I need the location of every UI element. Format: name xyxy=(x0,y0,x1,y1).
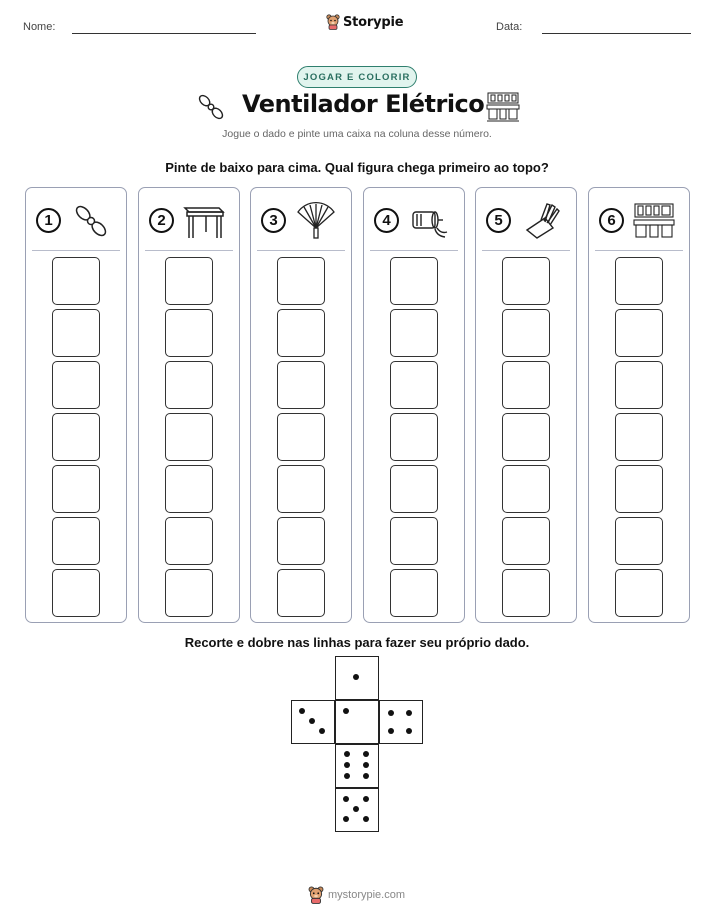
dice-pip xyxy=(343,796,349,802)
color-box[interactable] xyxy=(52,517,100,565)
dice-pip xyxy=(363,751,369,757)
workshop-icon xyxy=(632,202,676,240)
column-6 xyxy=(588,187,690,623)
color-box[interactable] xyxy=(615,517,663,565)
dice-pip xyxy=(344,762,350,768)
dice-pip xyxy=(309,718,315,724)
color-box[interactable] xyxy=(390,257,438,305)
bear-mascot-icon xyxy=(326,14,340,30)
color-box[interactable] xyxy=(165,413,213,461)
dice-pip xyxy=(353,674,359,680)
electric-motor-icon xyxy=(407,202,451,240)
cut-instruction: Recorte e dobre nas linhas para fazer seu próprio dado. xyxy=(184,635,530,650)
dice-pip xyxy=(363,816,369,822)
column-number: 5 xyxy=(486,208,511,233)
dice-pip xyxy=(406,728,412,734)
color-box[interactable] xyxy=(52,413,100,461)
dice-pip xyxy=(343,816,349,822)
dice-face-1 xyxy=(335,656,379,700)
blades-icon xyxy=(519,202,563,240)
brand-logo xyxy=(326,14,403,30)
color-box[interactable] xyxy=(277,517,325,565)
column-number: 6 xyxy=(599,208,624,233)
column-divider xyxy=(145,250,233,251)
column-divider xyxy=(595,250,683,251)
color-box[interactable] xyxy=(277,257,325,305)
color-box[interactable] xyxy=(277,465,325,513)
date-line[interactable] xyxy=(542,33,691,34)
dice-pip xyxy=(363,796,369,802)
column-number: 3 xyxy=(261,208,286,233)
dice-face-1 xyxy=(335,700,379,744)
bear-mascot-icon xyxy=(308,886,324,904)
color-box[interactable] xyxy=(390,465,438,513)
dice-pip xyxy=(406,710,412,716)
color-box[interactable] xyxy=(165,257,213,305)
column-divider xyxy=(482,250,570,251)
color-box[interactable] xyxy=(502,517,550,565)
color-box[interactable] xyxy=(277,309,325,357)
column-divider xyxy=(257,250,345,251)
color-box[interactable] xyxy=(52,569,100,617)
color-box[interactable] xyxy=(502,569,550,617)
color-box[interactable] xyxy=(52,361,100,409)
instruction: Pinte de baixo para cima. Qual figura chega primeiro ao topo? xyxy=(165,160,549,175)
color-box[interactable] xyxy=(615,413,663,461)
table-icon xyxy=(182,202,226,240)
color-box[interactable] xyxy=(165,569,213,617)
color-box[interactable] xyxy=(277,413,325,461)
subtitle: Jogue o dado e pinte uma caixa na coluna desse número. xyxy=(222,128,492,140)
activity-badge: JOGAR E COLORIR xyxy=(297,66,417,88)
column-1 xyxy=(25,187,127,623)
column-2 xyxy=(138,187,240,623)
color-box[interactable] xyxy=(390,361,438,409)
date-label: Data: xyxy=(496,21,523,33)
color-box[interactable] xyxy=(502,309,550,357)
hand-fan-icon xyxy=(294,202,338,240)
column-number: 4 xyxy=(374,208,399,233)
dice-pip xyxy=(388,728,394,734)
column-5 xyxy=(475,187,577,623)
color-box[interactable] xyxy=(502,361,550,409)
color-box[interactable] xyxy=(615,465,663,513)
column-divider xyxy=(32,250,120,251)
color-box[interactable] xyxy=(615,309,663,357)
dice-pip xyxy=(363,773,369,779)
color-box[interactable] xyxy=(165,309,213,357)
propeller-icon xyxy=(69,202,113,240)
column-divider xyxy=(370,250,458,251)
footer xyxy=(308,886,405,904)
color-box[interactable] xyxy=(502,257,550,305)
color-box[interactable] xyxy=(390,517,438,565)
page-title: Ventilador Elétrico xyxy=(242,90,485,118)
column-4 xyxy=(363,187,465,623)
brand-name: Storypie xyxy=(343,14,404,30)
color-box[interactable] xyxy=(390,309,438,357)
dice-face-3 xyxy=(291,700,335,744)
color-box[interactable] xyxy=(615,569,663,617)
dice-pip xyxy=(344,751,350,757)
color-box[interactable] xyxy=(165,465,213,513)
title-row xyxy=(0,90,714,126)
color-box[interactable] xyxy=(52,465,100,513)
color-box[interactable] xyxy=(165,361,213,409)
color-box[interactable] xyxy=(277,361,325,409)
dice-pip xyxy=(343,708,349,714)
dice-pip xyxy=(388,710,394,716)
dice-pip xyxy=(344,773,350,779)
color-box[interactable] xyxy=(615,257,663,305)
propeller-icon xyxy=(197,92,225,122)
dice-face-5 xyxy=(335,788,379,832)
footer-url: mystorypie.com xyxy=(328,889,406,901)
color-box[interactable] xyxy=(615,361,663,409)
column-number: 1 xyxy=(36,208,61,233)
color-box[interactable] xyxy=(165,517,213,565)
color-box[interactable] xyxy=(390,569,438,617)
dice-pip xyxy=(353,806,359,812)
column-number: 2 xyxy=(149,208,174,233)
color-box[interactable] xyxy=(502,413,550,461)
column-3 xyxy=(250,187,352,623)
dice-pip xyxy=(299,708,305,714)
name-line[interactable] xyxy=(72,33,256,34)
dice-pip xyxy=(319,728,325,734)
name-label: Nome: xyxy=(23,21,56,33)
dice-face-6 xyxy=(335,744,379,788)
color-box[interactable] xyxy=(52,257,100,305)
workshop-icon xyxy=(486,91,520,123)
color-box[interactable] xyxy=(502,465,550,513)
dice-pip xyxy=(363,762,369,768)
color-box[interactable] xyxy=(390,413,438,461)
color-box[interactable] xyxy=(52,309,100,357)
color-box[interactable] xyxy=(277,569,325,617)
dice-face-4 xyxy=(379,700,423,744)
